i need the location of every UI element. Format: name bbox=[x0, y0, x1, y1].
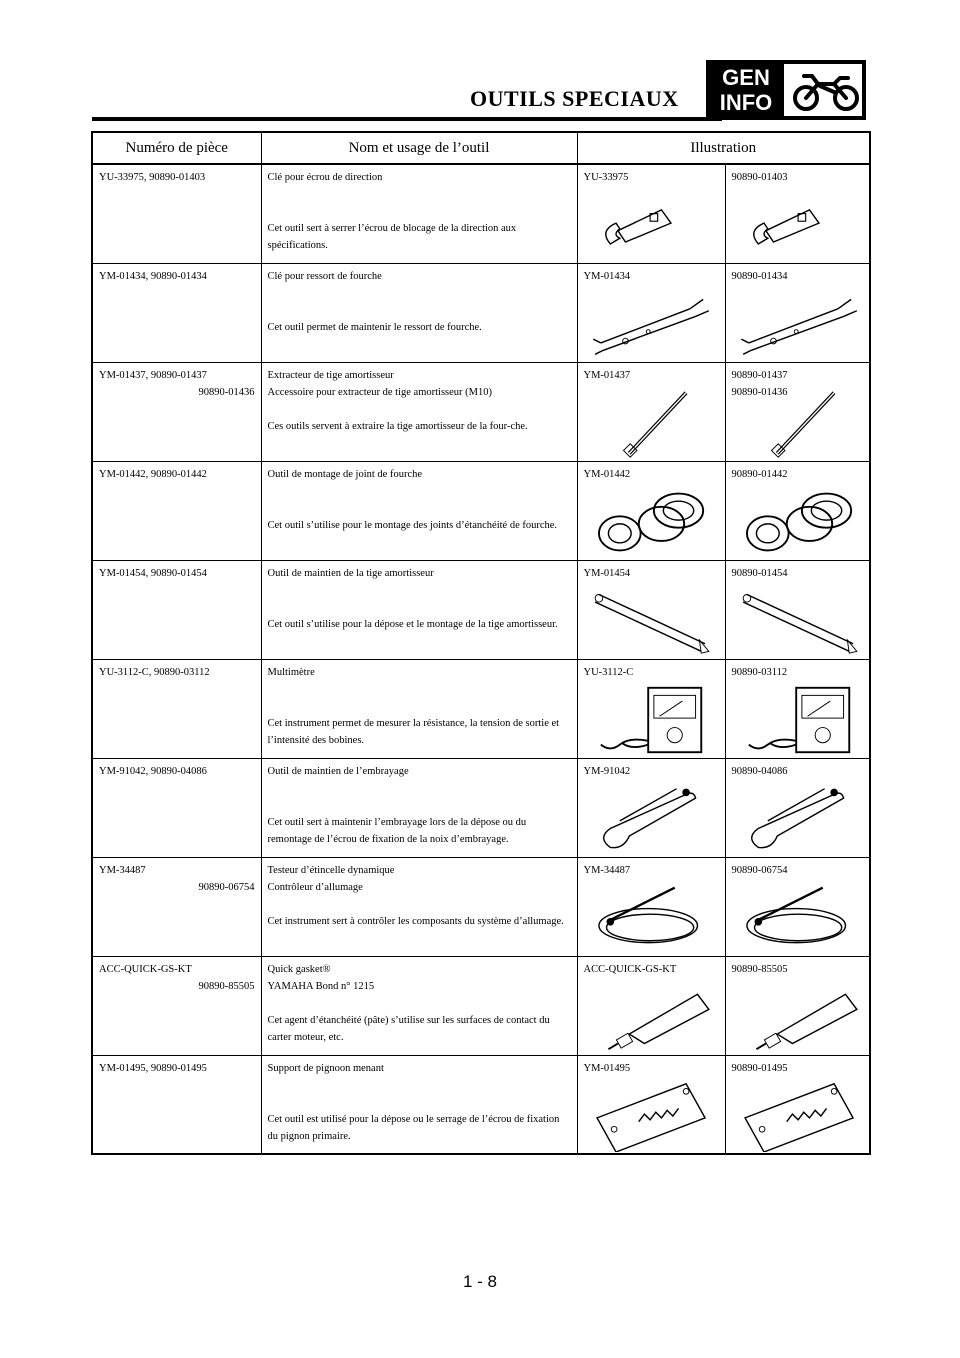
illustration-cell-right bbox=[725, 263, 870, 362]
part-number: YM-34487 bbox=[99, 864, 146, 876]
illustration-label-right: 90890-85505 bbox=[731, 963, 788, 975]
name-usage-cell bbox=[261, 461, 577, 560]
tool-name: Support de pignoon menant bbox=[267, 1062, 384, 1074]
seal-driver-icon bbox=[738, 486, 862, 558]
spark-tester-icon bbox=[738, 882, 862, 954]
table-row bbox=[92, 263, 870, 362]
table-row bbox=[92, 560, 870, 659]
part-number: YU-33975, 90890-01403 bbox=[99, 172, 206, 183]
table-row bbox=[92, 956, 870, 1055]
table-row bbox=[92, 857, 870, 956]
part-number-secondary: 90890-01436 bbox=[198, 386, 255, 398]
illustration-label-right: 90890-01454 bbox=[731, 567, 788, 579]
part-number-cell bbox=[92, 758, 261, 857]
sprocket-holder-icon bbox=[738, 1080, 862, 1152]
tool-usage: Cet outil sert à serrer l’écrou de blocage de la direction aux spécifications. bbox=[267, 223, 517, 251]
illustration-label-left: ACC-QUICK-GS-KT bbox=[583, 963, 677, 975]
part-number: YM-01442, 90890-01442 bbox=[99, 468, 207, 480]
illustration-label-left: YM-01442 bbox=[583, 468, 631, 480]
illustration-cell-left bbox=[577, 857, 725, 956]
illustration-label-left: YU-3112-C bbox=[583, 666, 634, 678]
illustration-label-left: YM-01437 bbox=[583, 369, 631, 381]
illustration-cell-left bbox=[577, 659, 725, 758]
name-usage-cell bbox=[261, 857, 577, 956]
sprocket-holder-icon bbox=[590, 1080, 714, 1152]
part-number-cell bbox=[92, 560, 261, 659]
illustration-cell-left bbox=[577, 956, 725, 1055]
part-number-cell bbox=[92, 857, 261, 956]
clutch-holder-icon bbox=[590, 783, 714, 855]
rod-puller-icon bbox=[738, 387, 862, 459]
tool-name: Clé pour ressort de fourche bbox=[267, 270, 382, 282]
spark-tester-icon bbox=[590, 882, 714, 954]
tool-usage: Cet instrument permet de mesurer la résistance, la tension de sortie et l’intensité des bobines. bbox=[267, 717, 560, 746]
illustration-cell-left bbox=[577, 758, 725, 857]
tool-usage: Cet agent d’étanchéité (pâte) s’utilise sur les surfaces de contact du carter moteur, etc. bbox=[267, 1014, 550, 1043]
tool-name-secondary: Contrôleur d’allumage bbox=[267, 881, 363, 893]
badge-label bbox=[708, 60, 784, 120]
part-number-cell bbox=[92, 263, 261, 362]
tool-usage: Ces outils servent à extraire la tige amortisseur de la four-che. bbox=[267, 420, 528, 432]
clutch-holder-icon bbox=[738, 783, 862, 855]
tool-usage: Cet instrument sert à contrôler les composants du système d’allumage. bbox=[267, 915, 564, 927]
illustration-cell-right bbox=[725, 560, 870, 659]
part-number-cell bbox=[92, 164, 261, 263]
fork-spring-wrench-icon bbox=[738, 288, 862, 360]
rod-puller-icon bbox=[590, 387, 714, 459]
tool-name-secondary: YAMAHA Bond n° 1215 bbox=[267, 980, 375, 992]
page-number: 1 - 8 bbox=[462, 1272, 498, 1291]
table-row bbox=[92, 1055, 870, 1154]
header-rule bbox=[92, 117, 722, 121]
illustration-cell-right bbox=[725, 461, 870, 560]
part-number-secondary: 90890-06754 bbox=[198, 881, 255, 893]
badge-line-1: GEN bbox=[722, 65, 770, 90]
illustration-label-left: YU-33975 bbox=[583, 172, 629, 183]
illustration-label-right: 90890-01442 bbox=[731, 468, 788, 480]
part-number: ACC-QUICK-GS-KT bbox=[99, 963, 192, 975]
tool-name-secondary: Accessoire pour extracteur de tige amortisseur (M10) bbox=[267, 386, 492, 398]
tool-name: Outil de maintien de la tige amortisseur bbox=[267, 567, 434, 579]
seal-driver-icon bbox=[590, 486, 714, 558]
illustration-label-left: YM-01495 bbox=[583, 1062, 631, 1074]
tool-usage: Cet outil sert à maintenir l’embrayage lors de la dépose ou du remontage de l’écrou de fixation de la noix d’embrayage. bbox=[267, 816, 527, 845]
tool-name: Extracteur de tige amortisseur bbox=[267, 369, 394, 381]
tool-usage: Cet outil permet de maintenir le ressort de fourche. bbox=[267, 321, 482, 333]
illustration-label-right-secondary: 90890-01436 bbox=[731, 386, 788, 398]
illustration-cell-left bbox=[577, 461, 725, 560]
tool-name: Clé pour écrou de direction bbox=[267, 172, 383, 183]
illustration-cell-left bbox=[577, 1055, 725, 1154]
special-tools-table bbox=[91, 131, 871, 1155]
illustration-cell-left bbox=[577, 362, 725, 461]
illustration-cell-right bbox=[725, 758, 870, 857]
motorcycle-icon bbox=[790, 64, 862, 116]
illustration-label-left: YM-34487 bbox=[583, 864, 631, 876]
part-number-cell bbox=[92, 461, 261, 560]
tool-name: Outil de montage de joint de fourche bbox=[267, 468, 423, 480]
tool-usage: Cet outil est utilisé pour la dépose ou le serrage de l’écrou de fixation du pignon primaire. bbox=[267, 1113, 560, 1142]
tool-usage: Cet outil s’utilise pour le montage des joints d’étanchéité de fourche. bbox=[267, 519, 558, 531]
tool-name: Quick gasket® bbox=[267, 963, 331, 975]
tool-name: Testeur d’étincelle dynamique bbox=[267, 864, 395, 876]
name-usage-cell bbox=[261, 758, 577, 857]
part-number-cell bbox=[92, 362, 261, 461]
illustration-cell-right bbox=[725, 1055, 870, 1154]
table-row bbox=[92, 659, 870, 758]
illustration-cell-right bbox=[725, 362, 870, 461]
illustration-label-right: 90890-03112 bbox=[731, 666, 788, 678]
name-usage-cell bbox=[261, 164, 577, 263]
table-row bbox=[92, 758, 870, 857]
illustration-cell-right bbox=[725, 164, 870, 263]
spanner-wrench-icon bbox=[590, 189, 714, 261]
spanner-wrench-icon bbox=[738, 189, 862, 261]
badge-line-2: INFO bbox=[719, 90, 773, 115]
page-title: OUTILS SPECIAUX bbox=[470, 86, 679, 111]
table-row bbox=[92, 164, 870, 263]
illustration-cell-right bbox=[725, 659, 870, 758]
illustration-label-left: YM-01434 bbox=[583, 270, 631, 282]
part-number: YM-01454, 90890-01454 bbox=[99, 567, 207, 579]
illustration-label-right: 90890-01434 bbox=[731, 270, 788, 282]
part-number-cell bbox=[92, 956, 261, 1055]
name-usage-cell bbox=[261, 362, 577, 461]
illustration-cell-left bbox=[577, 560, 725, 659]
name-usage-cell bbox=[261, 659, 577, 758]
sealant-tube-icon bbox=[738, 981, 862, 1053]
part-number: YM-01495, 90890-01495 bbox=[99, 1062, 207, 1074]
illustration-label-right: 90890-01403 bbox=[731, 172, 788, 183]
illustration-label-right: 90890-06754 bbox=[731, 864, 788, 876]
part-number-cell bbox=[92, 1055, 261, 1154]
part-number: YM-01437, 90890-01437 bbox=[99, 369, 207, 381]
part-number: YM-91042, 90890-04086 bbox=[99, 765, 207, 777]
illustration-cell-left bbox=[577, 164, 725, 263]
part-number: YM-01434, 90890-01434 bbox=[99, 270, 207, 282]
tool-usage: Cet outil s’utilise pour la dépose et le montage de la tige amortisseur. bbox=[267, 618, 558, 630]
column-header-part-number: Numéro de pièce bbox=[92, 132, 261, 164]
multimeter-icon bbox=[738, 684, 862, 756]
illustration-cell-right bbox=[725, 857, 870, 956]
name-usage-cell bbox=[261, 263, 577, 362]
part-number: YU-3112-C, 90890-03112 bbox=[99, 666, 210, 678]
multimeter-icon bbox=[590, 684, 714, 756]
name-usage-cell bbox=[261, 1055, 577, 1154]
sealant-tube-icon bbox=[590, 981, 714, 1053]
holding-bar-icon bbox=[590, 585, 714, 657]
illustration-label-right: 90890-01437 bbox=[731, 369, 788, 381]
name-usage-cell bbox=[261, 560, 577, 659]
holding-bar-icon bbox=[738, 585, 862, 657]
illustration-label-right: 90890-04086 bbox=[731, 765, 788, 777]
fork-spring-wrench-icon bbox=[590, 288, 714, 360]
tool-name: Multimètre bbox=[267, 666, 315, 678]
table-row bbox=[92, 362, 870, 461]
illustration-cell-left bbox=[577, 263, 725, 362]
part-number-cell bbox=[92, 659, 261, 758]
illustration-label-left: YM-01454 bbox=[583, 567, 631, 579]
illustration-label-right: 90890-01495 bbox=[731, 1062, 788, 1074]
name-usage-cell bbox=[261, 956, 577, 1055]
illustration-label-left: YM-91042 bbox=[583, 765, 631, 777]
table-header-row bbox=[92, 132, 870, 164]
illustration-cell-right bbox=[725, 956, 870, 1055]
column-header-illustration: Illustration bbox=[577, 132, 870, 164]
part-number-secondary: 90890-85505 bbox=[198, 980, 255, 992]
table-row bbox=[92, 461, 870, 560]
tool-name: Outil de maintien de l’embrayage bbox=[267, 765, 409, 777]
column-header-name-usage: Nom et usage de l’outil bbox=[261, 132, 577, 164]
